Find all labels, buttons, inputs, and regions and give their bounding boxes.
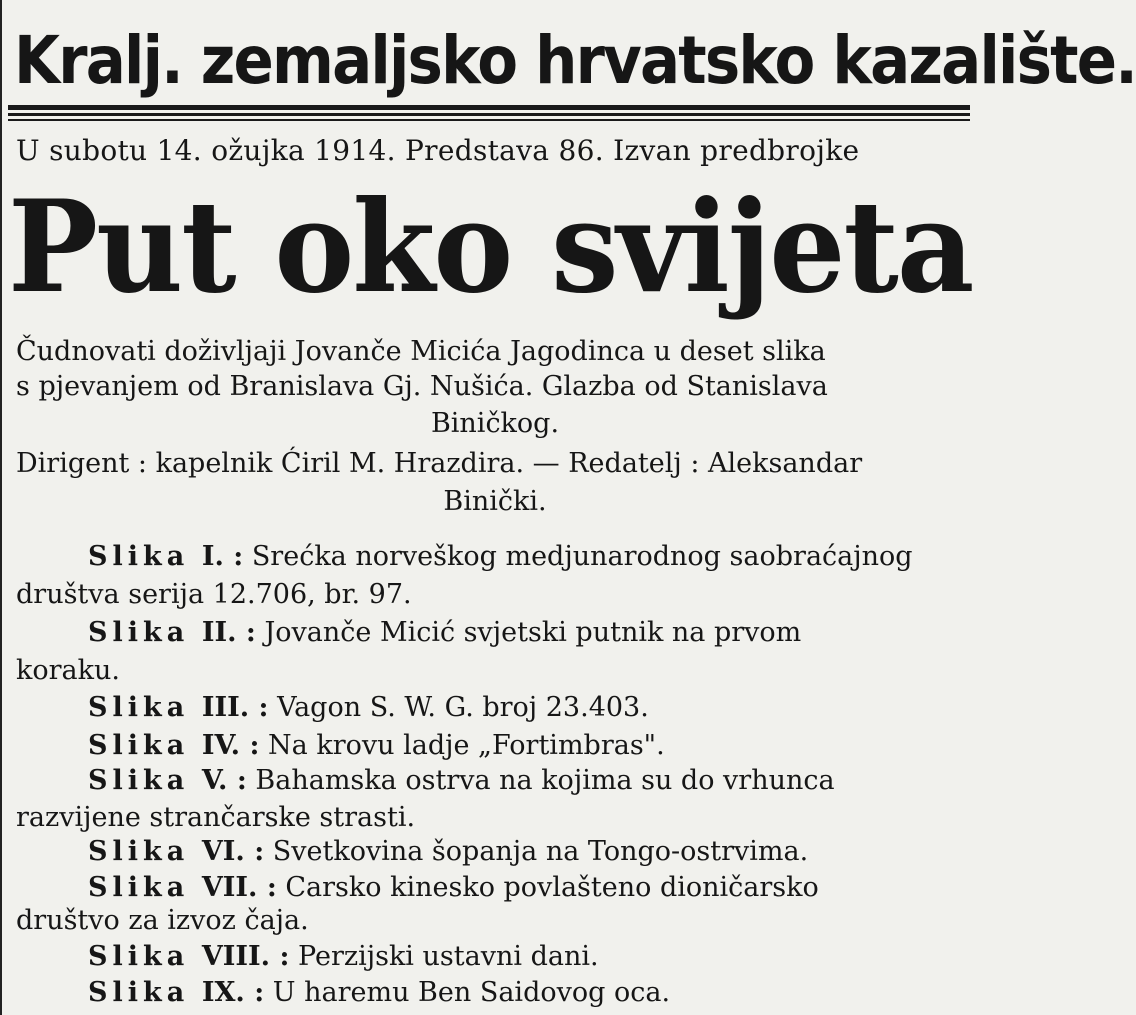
scene-9-line-1 (16, 975, 1046, 1011)
scene-description: Perzijski ustavni dani. (298, 941, 599, 972)
scene-label: Slika (88, 872, 190, 903)
scene-7-line-1 (16, 870, 1046, 906)
scene-7-line-2: društvo za izvoz čaja. (16, 905, 309, 936)
scene-8-line-1 (16, 939, 1046, 975)
header-rule-thin (8, 119, 970, 121)
credits-line-1: Dirigent : kapelnik Ćiril M. Hrazdira. — Redatelj : Aleksandar (16, 448, 863, 479)
scene-description: Srećka norveškog medjunarodnog saobraćajnog (251, 541, 913, 572)
scene-number: II. : (201, 617, 256, 648)
scene-description: Na krovu ladje „Fortimbras". (268, 730, 665, 761)
subtitle-line-1: Čudnovati doživljaji Jovanče Micića Jagodinca u deset slika (16, 336, 826, 367)
scene-number: V. : (201, 765, 247, 796)
scene-number: III. : (201, 692, 269, 723)
scene-description: Vagon S. W. G. broj 23.403. (277, 692, 649, 723)
subtitle-line-2: s pjevanjem od Branislava Gj. Nušića. Glazba od Stanislava (16, 371, 828, 402)
scene-2-line-1 (16, 615, 1046, 651)
scene-number: I. : (201, 541, 244, 572)
scene-4-line-1 (16, 728, 1046, 764)
play-title: Put oko svijeta (8, 173, 973, 321)
scene-label: Slika (88, 730, 190, 761)
scene-description: Jovanče Micić svjetski putnik na prvom (264, 617, 802, 648)
credits-line-2: Binički. (443, 486, 547, 517)
scene-label: Slika (88, 941, 190, 972)
left-border-rule (0, 0, 2, 1015)
scene-number: IX. : (201, 977, 265, 1008)
scene-number: VI. : (201, 836, 265, 867)
scene-5-line-1 (16, 763, 1046, 799)
scene-label: Slika (88, 617, 190, 648)
scene-1-line-1 (16, 539, 1046, 575)
scene-label: Slika (88, 541, 190, 572)
theater-name-heading: Kralj. zemaljsko hrvatsko kazalište. (14, 22, 1136, 99)
scene-1-line-2: društva serija 12.706, br. 97. (16, 579, 412, 610)
scene-description: U haremu Ben Saidovog oca. (272, 977, 671, 1008)
scene-label: Slika (88, 836, 190, 867)
scene-label: Slika (88, 977, 190, 1008)
scene-5-line-2: razvijene strančarske strasti. (16, 802, 416, 833)
scene-description: Carsko kinesko povlašteno dioničarsko (285, 872, 819, 903)
scene-description: Bahamska ostrva na kojima su do vrhunca (255, 765, 835, 796)
scene-number: VIII. : (201, 941, 290, 972)
performance-info: U subotu 14. ožujka 1914. Predstava 86. Izvan predbrojke (16, 134, 860, 167)
scene-6-line-1 (16, 834, 1046, 870)
subtitle-line-3: Biničkog. (430, 408, 560, 439)
scene-number: IV. : (201, 730, 260, 761)
scene-label: Slika (88, 765, 190, 796)
scene-description: Svetkovina šopanja na Tongo-ostrvima. (272, 836, 809, 867)
scene-label: Slika (88, 692, 190, 723)
header-rule-thick (8, 105, 970, 110)
scene-number: VII. : (201, 872, 277, 903)
scene-2-line-2: koraku. (16, 655, 120, 686)
header-rule-middle (8, 113, 970, 116)
scene-3-line-1 (16, 690, 1046, 726)
